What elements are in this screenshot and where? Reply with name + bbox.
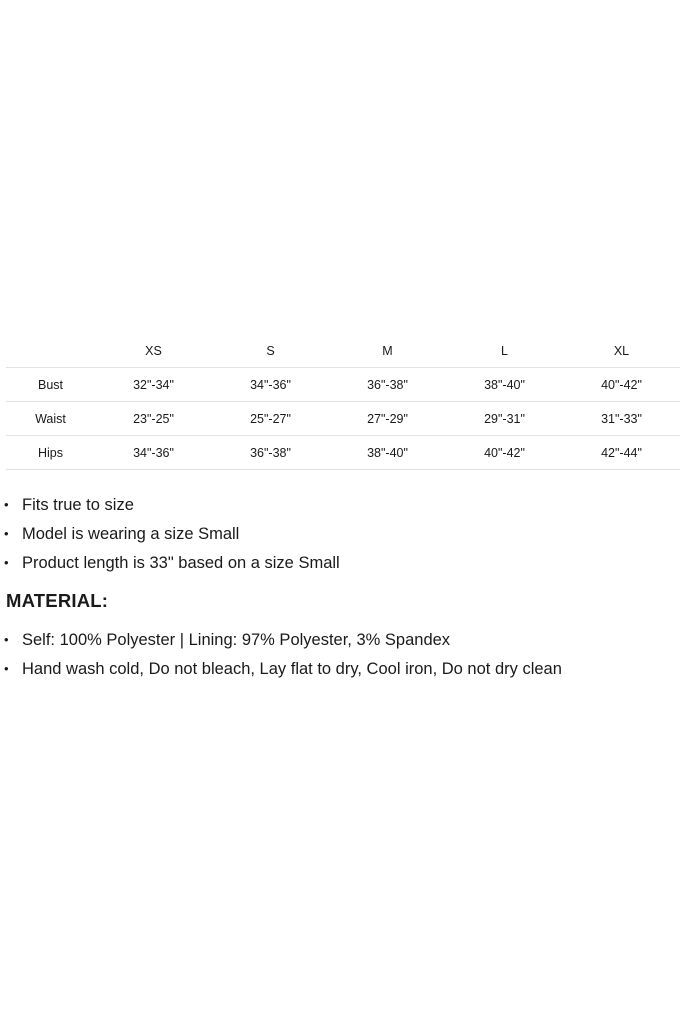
size-chart-header-row — [6, 334, 680, 368]
bullet-icon: • — [4, 526, 9, 541]
size-chart-row-bust — [6, 368, 680, 402]
size-header-m: M — [329, 334, 446, 368]
row-label-hips: Hips — [6, 436, 95, 470]
material-list — [4, 627, 562, 685]
size-header-l: L — [446, 334, 563, 368]
material-heading: MATERIAL: — [6, 590, 109, 611]
size-chart-corner-cell — [6, 334, 95, 368]
waist-m-cell: 27"-29" — [329, 402, 446, 436]
hips-xs-cell: 34"-36" — [95, 436, 212, 470]
size-chart-table — [6, 334, 680, 470]
bust-m-cell: 36"-38" — [329, 368, 446, 402]
size-chart-row-waist — [6, 402, 680, 436]
fit-note-item — [4, 492, 340, 521]
fit-notes-list — [4, 492, 340, 579]
bust-xs-cell: 32"-34" — [95, 368, 212, 402]
size-chart-row-hips — [6, 436, 680, 470]
bust-s-cell: 34"-36" — [212, 368, 329, 402]
size-header-xl: XL — [563, 334, 680, 368]
bullet-icon: • — [4, 632, 9, 647]
waist-xs-cell: 23"-25" — [95, 402, 212, 436]
fit-note-item — [4, 521, 340, 550]
hips-xl-cell: 42"-44" — [563, 436, 680, 470]
waist-s-cell: 25"-27" — [212, 402, 329, 436]
bust-xl-cell: 40"-42" — [563, 368, 680, 402]
material-item — [4, 627, 562, 656]
row-label-bust: Bust — [6, 368, 95, 402]
bullet-icon: • — [4, 497, 9, 512]
waist-l-cell: 29"-31" — [446, 402, 563, 436]
bullet-icon: • — [4, 555, 9, 570]
fit-note-item — [4, 550, 340, 579]
material-item — [4, 656, 562, 685]
size-header-s: S — [212, 334, 329, 368]
size-header-xs: XS — [95, 334, 212, 368]
fit-note-text: Product length is 33" based on a size Small — [22, 554, 340, 572]
fit-note-text: Model is wearing a size Small — [22, 525, 240, 543]
fit-note-text: Fits true to size — [22, 496, 134, 514]
hips-l-cell: 40"-42" — [446, 436, 563, 470]
bust-l-cell: 38"-40" — [446, 368, 563, 402]
bullet-icon: • — [4, 661, 9, 676]
hips-m-cell: 38"-40" — [329, 436, 446, 470]
waist-xl-cell: 31"-33" — [563, 402, 680, 436]
material-item-text: Self: 100% Polyester | Lining: 97% Polyester, 3% Spandex — [22, 631, 451, 649]
row-label-waist: Waist — [6, 402, 95, 436]
material-item-text: Hand wash cold, Do not bleach, Lay flat to dry, Cool iron, Do not dry clean — [22, 660, 562, 678]
hips-s-cell: 36"-38" — [212, 436, 329, 470]
